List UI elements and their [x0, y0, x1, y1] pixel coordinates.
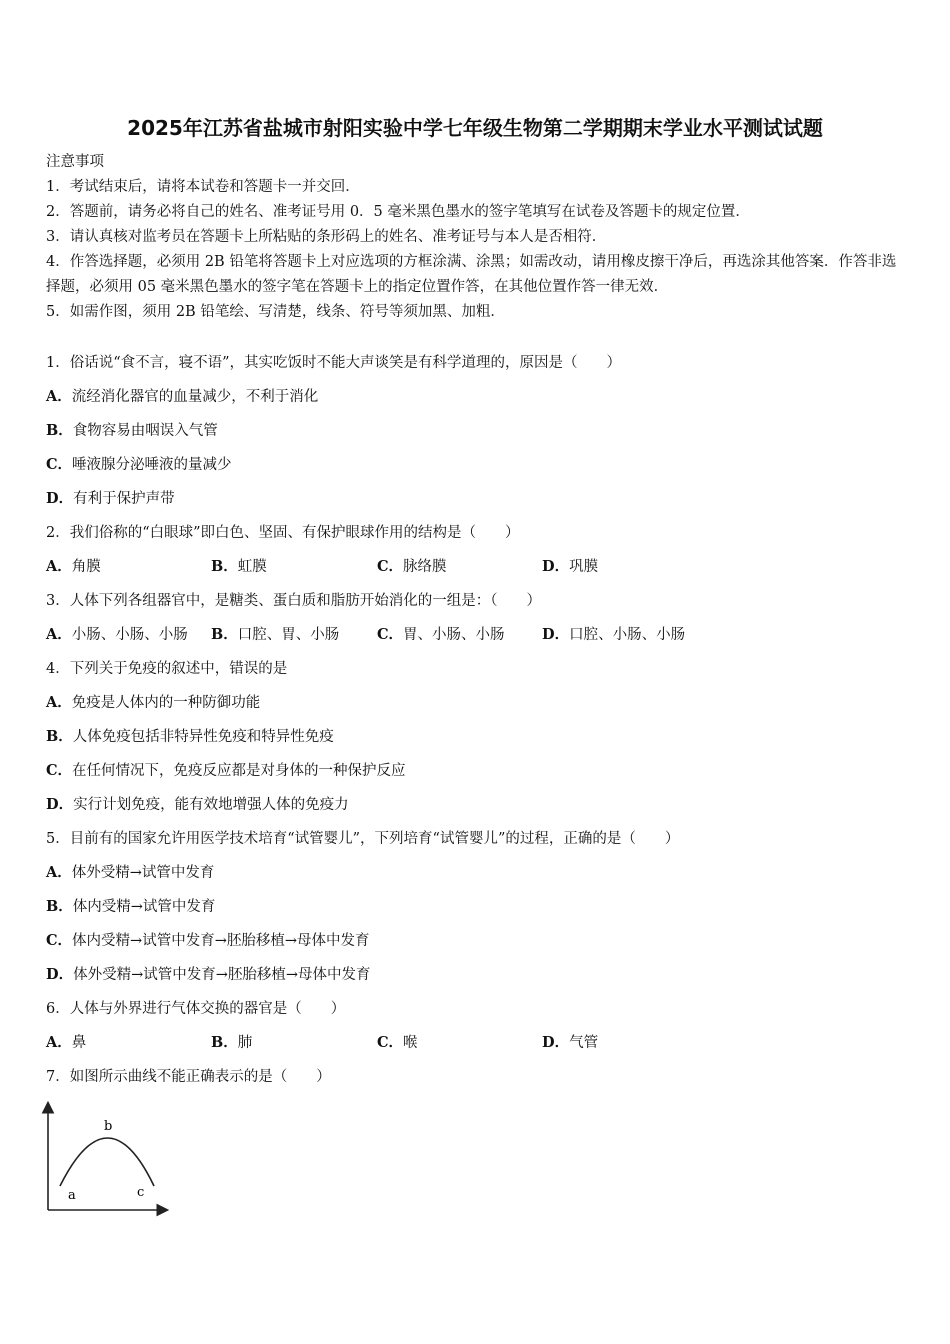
option: A．体外受精→试管中发育 [46, 864, 215, 881]
question-stem: 4．下列关于免疫的叙述中，错误的是 [46, 661, 288, 677]
note-item: 5．如需作图，须用 2B 铅笔绘、写清楚，线条、符号等须加黑、加粗． [46, 304, 505, 320]
option: D．有利于保护声带 [46, 490, 175, 507]
option: A．流经消化器官的血量减少，不利于消化 [46, 388, 319, 405]
option: D．体外受精→试管中发育→胚胎移植→母体中发育 [46, 966, 371, 983]
question-stem: 1．俗话说“食不言，寝不语”，其实吃饭时不能大声谈笑是有科学道理的，原因是（ ） [46, 355, 622, 371]
option: C．喉 [377, 1034, 418, 1051]
notes-heading: 注意事项 [46, 154, 104, 170]
curve-figure [38, 1098, 178, 1218]
note-item: 4．作答选择题，必须用 2B 铅笔将答题卡上对应选项的方框涂满、涂黑；如需改动，请用橡皮擦干净后，再选涂其他答案．作答非选择题，必须用 05 毫米黑色墨水的签字笔在答题卡上的指定位置作答，在其他位置作答一律无效． [46, 254, 897, 295]
option: A．小肠、小肠、小肠 [46, 626, 188, 643]
option: B．人体免疫包括非特异性免疫和特异性免疫 [46, 728, 334, 745]
option: A．免疫是人体内的一种防御功能 [46, 694, 261, 711]
option: C．唾液腺分泌唾液的量减少 [46, 456, 232, 473]
option: B．食物容易由咽误入气管 [46, 422, 218, 439]
option: D．口腔、小肠、小肠 [542, 626, 686, 643]
note-item: 1．考试结束后，请将本试卷和答题卡一并交回． [46, 179, 360, 195]
note-item: 2．答题前，请务必将自己的姓名、准考证号用 0．5 毫米黑色墨水的签字笔填写在试卷及答题卡的规定位置． [46, 204, 750, 220]
option: B．虹膜 [211, 558, 267, 575]
option: B．体内受精→试管中发育 [46, 898, 216, 915]
question-stem: 5．目前有的国家允许用医学技术培育“试管婴儿”，下列培育“试管婴儿”的过程，正确的是（ ） [46, 831, 680, 847]
option: D．气管 [542, 1034, 599, 1051]
question-stem: 7．如图所示曲线不能正确表示的是（ ） [46, 1069, 331, 1085]
option: B．口腔、胃、小肠 [211, 626, 340, 643]
question-stem: 2．我们俗称的“白眼球”即白色、坚固、有保护眼球作用的结构是（ ） [46, 525, 520, 541]
option: C．在任何情况下，免疫反应都是对身体的一种保护反应 [46, 762, 406, 779]
label-c: c [137, 1185, 145, 1200]
label-a: a [68, 1188, 76, 1203]
curve-line [60, 1138, 154, 1186]
option: C．体内受精→试管中发育→胚胎移植→母体中发育 [46, 932, 370, 949]
option: C．胃、小肠、小肠 [377, 626, 505, 643]
option: C．脉络膜 [377, 558, 447, 575]
option: A．角膜 [46, 558, 101, 575]
question-stem: 3．人体下列各组器官中，是糖类、蛋白质和脂肪开始消化的一组是：（ ） [46, 593, 541, 609]
option: A．鼻 [46, 1034, 87, 1051]
label-b: b [104, 1119, 113, 1134]
note-item: 3．请认真核对监考员在答题卡上所粘贴的条形码上的姓名、准考证号与本人是否相符． [46, 229, 607, 245]
question-stem: 6．人体与外界进行气体交换的器官是（ ） [46, 1001, 346, 1017]
curve-graph [38, 1098, 178, 1218]
option: B．肺 [211, 1034, 253, 1051]
notes-section [46, 150, 906, 325]
option: D．巩膜 [542, 558, 599, 575]
page-title: 2025年江苏省盐城市射阳实验中学七年级生物第二学期期末学业水平测试试题 [127, 116, 823, 140]
option: D．实行计划免疫，能有效地增强人体的免疫力 [46, 796, 349, 813]
